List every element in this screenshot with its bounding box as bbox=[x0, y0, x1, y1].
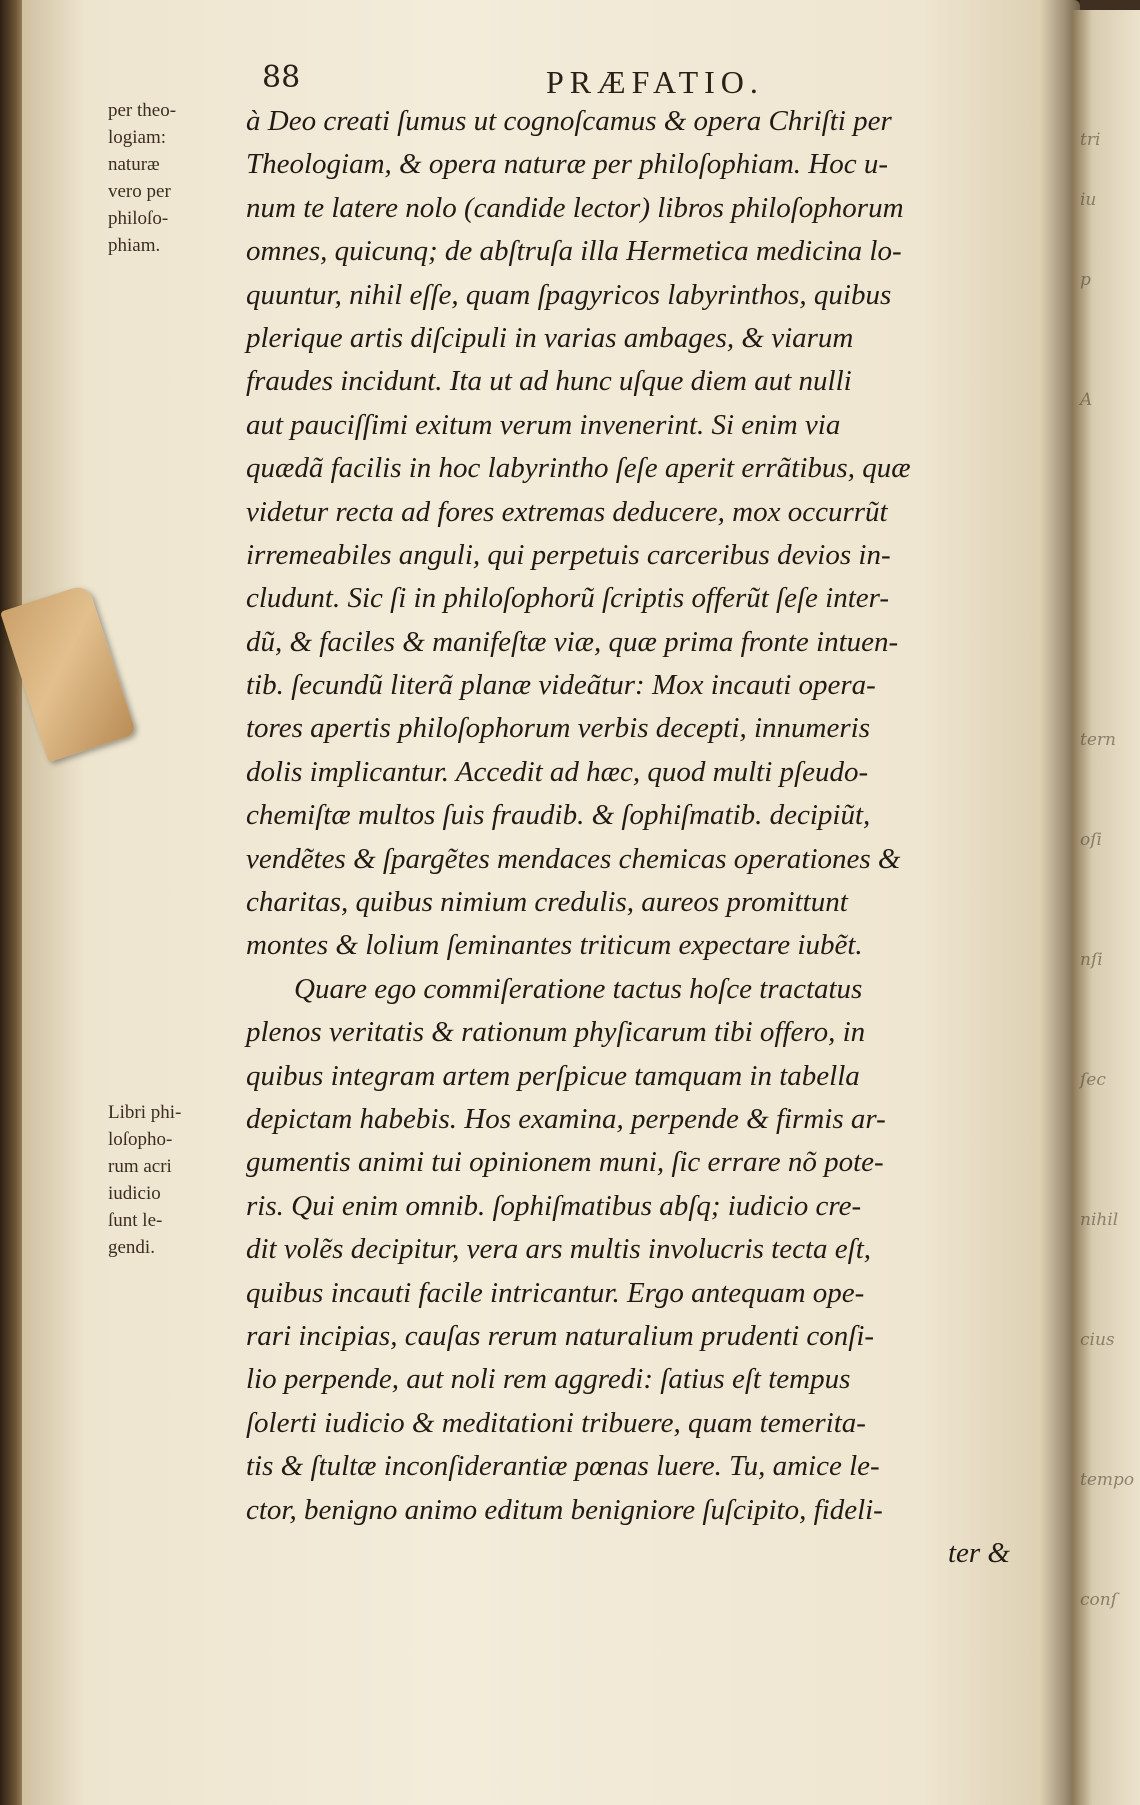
margin-note-line: loſopho- bbox=[108, 1129, 173, 1150]
text-line: depictam habebis. Hos examina, perpende & firmis ar- bbox=[246, 1102, 886, 1135]
facing-page-edge: tri iu p A tern oſi nſi ſec nihil cius tempo conſ bbox=[1072, 10, 1140, 1805]
text-line: plenos veritatis & rationum phyſicarum tibi offero, in bbox=[246, 1016, 866, 1049]
running-title: PRÆFATIO. bbox=[546, 64, 764, 100]
text-line: num te latere nolo (candide lector) libros philoſophorum bbox=[246, 191, 904, 224]
text-line: quædã facilis in hoc labyrintho ſeſe aperit errãtibus, quæ bbox=[246, 452, 911, 485]
text-line: quibus incauti facile intricantur. Ergo antequam ope- bbox=[246, 1276, 865, 1309]
text-line: rari incipias, cauſas rerum naturalium prudenti conſi- bbox=[246, 1319, 875, 1352]
catchword: ter & bbox=[947, 1536, 1010, 1569]
text-line: dit volẽs decipitur, vera ars multis involucris tecta eſt, bbox=[246, 1233, 872, 1266]
text-line: charitas, quibus nimium credulis, aureos promittunt bbox=[246, 886, 848, 919]
text-line: chemiſtæ multos ſuis fraudib. & ſophiſmatib. decipiũt, bbox=[246, 799, 871, 832]
text-line: irremeabiles anguli, qui perpetuis carceribus devios in- bbox=[246, 538, 891, 571]
text-line: ris. Qui enim omnib. ſophiſmatibus abſq; iudicio cre- bbox=[246, 1189, 862, 1222]
margin-note-line: iudicio bbox=[108, 1183, 161, 1204]
margin-note-line: ſunt le- bbox=[108, 1210, 163, 1231]
page-number: 88 bbox=[262, 60, 301, 95]
text-line: cludunt. Sic ſi in philoſophorũ ſcriptis offerũt ſeſe inter- bbox=[246, 582, 889, 615]
margin-note-libri bbox=[108, 1099, 236, 1261]
text-line: tib. ſecundũ literã planæ videãtur: Mox incauti opera- bbox=[246, 669, 876, 702]
text-line: quibus integram artem perſpicue tamquam in tabella bbox=[246, 1059, 860, 1092]
text-line: tores apertis philoſophorum verbis decepti, innumeris bbox=[246, 712, 870, 745]
text-line: ctor, benigno animo editum benigniore ſuſcipito, fideli- bbox=[246, 1493, 883, 1526]
text-line: omnes, quicunq; de abſtruſa illa Hermetica medicina lo- bbox=[246, 235, 902, 268]
text-line: tis & ſtultæ inconſiderantiæ pœnas luere. Tu, amice le- bbox=[246, 1450, 880, 1483]
text-line: ſolerti iudicio & meditationi tribuere, quam temerita- bbox=[246, 1406, 866, 1439]
text-line: gumentis animi tui opinionem muni, ſic errare nõ pote- bbox=[246, 1146, 884, 1179]
text-line: quuntur, nihil eſſe, quam ſpagyricos labyrinthos, quibus bbox=[246, 278, 892, 311]
running-head bbox=[250, 52, 1020, 100]
text-line: vendẽtes & ſpargẽtes mendaces chemicas operationes & bbox=[246, 842, 901, 875]
text-line: Theologiam, & opera naturæ per philoſophiam. Hoc u- bbox=[246, 148, 889, 181]
text-line: aut pauciſſimi exitum verum invenerint. Si enim via bbox=[246, 408, 841, 441]
margin-note-line: philoſo- bbox=[108, 208, 169, 229]
margin-note-line: naturæ bbox=[108, 154, 160, 175]
margin-note-line: rum acri bbox=[108, 1156, 172, 1177]
margin-note-line: gendi. bbox=[108, 1237, 155, 1258]
text-line: Quare ego commiſeratione tactus hoſce tractatus bbox=[294, 972, 863, 1005]
margin-note-line: vero per bbox=[108, 181, 171, 202]
margin-note-line: phiam. bbox=[108, 235, 161, 256]
body-text bbox=[246, 100, 1038, 1575]
text-line: lio perpende, aut noli rem aggredi: ſatius eſt tempus bbox=[246, 1363, 851, 1396]
text-line: dũ, & faciles & manifeſtæ viæ, quæ prima fronte intuen- bbox=[246, 625, 899, 658]
text-line: à Deo creati ſumus ut cognoſcamus & opera Chriſti per bbox=[246, 105, 892, 137]
margin-note-theologia bbox=[108, 97, 236, 259]
text-line: plerique artis diſcipuli in varias ambages, & viarum bbox=[246, 321, 854, 354]
margin-note-line: logiam: bbox=[108, 127, 167, 148]
text-line: montes & lolium ſeminantes triticum expectare iubẽt. bbox=[246, 929, 863, 962]
text-line: videtur recta ad fores extremas deducere, mox occurrũt bbox=[246, 495, 888, 528]
margin-note-line: Libri phi- bbox=[108, 1102, 182, 1123]
text-line: fraudes incidunt. Ita ut ad hunc uſque diem aut nulli bbox=[246, 365, 852, 398]
margin-note-line: per theo- bbox=[108, 100, 177, 121]
text-line: dolis implicantur. Accedit ad hæc, quod multi pſeudo- bbox=[246, 755, 869, 788]
